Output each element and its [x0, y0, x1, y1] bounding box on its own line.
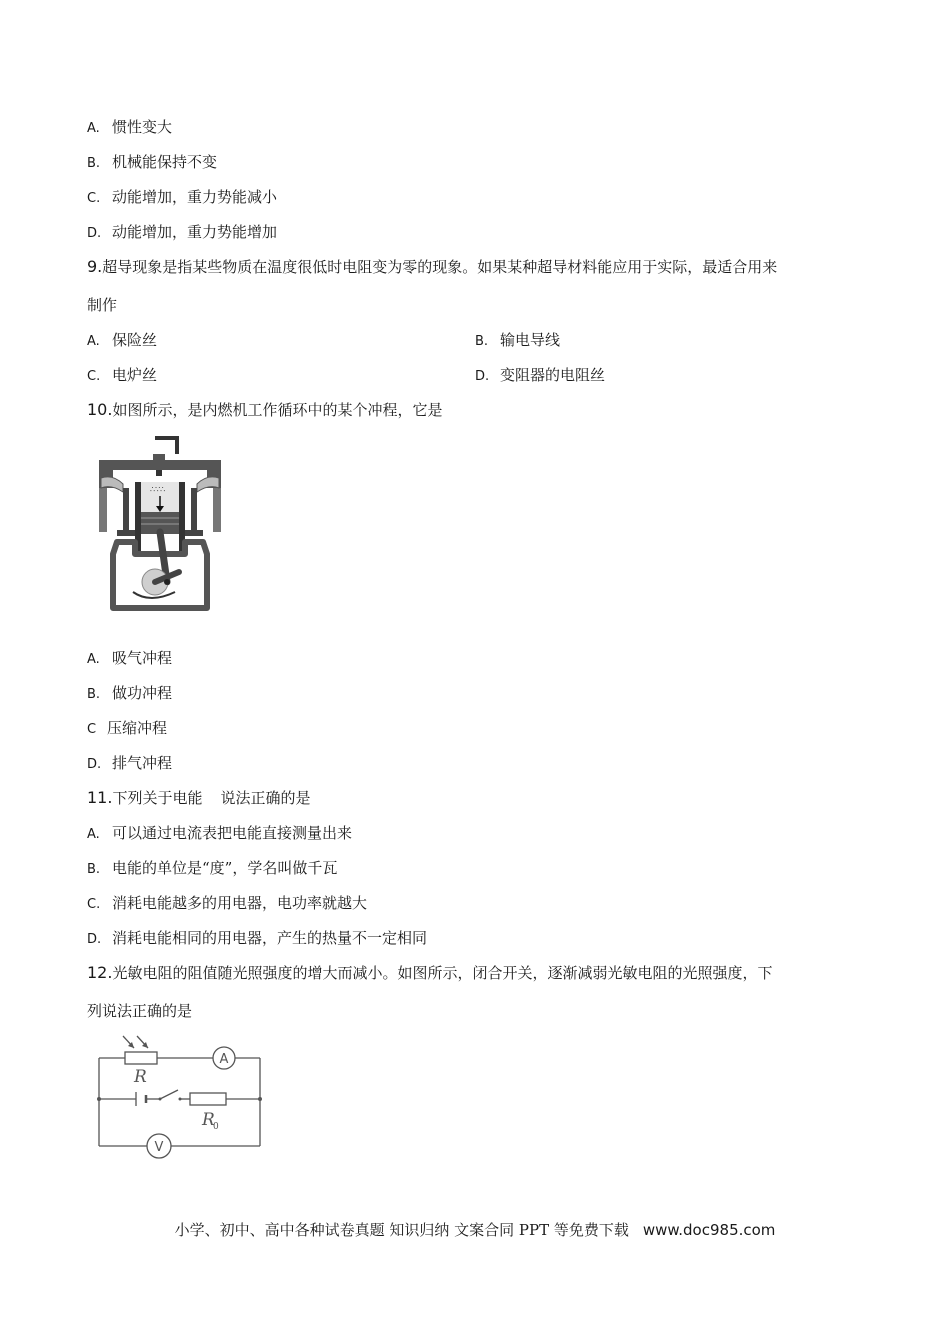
q9-stem: [87, 257, 777, 277]
option-text: 保险丝: [112, 331, 158, 349]
fixed-resistor: [190, 1093, 226, 1105]
circuit-diagram: [92, 1030, 267, 1165]
option-text: 消耗电能相同的用电器，产生的热量不一定相同: [112, 929, 428, 947]
option-letter: D.: [87, 757, 102, 772]
question-number: 11.: [87, 788, 113, 807]
q9-option-d: [475, 365, 605, 387]
option-text: 惯性变大: [112, 118, 173, 136]
footer-text: 小学、初中、高中各种试卷真题 知识归纳 文案合同 PPT 等免费下载: [174, 1221, 629, 1239]
question-stem: 下列关于电能: [112, 789, 203, 807]
question-stem-continued: 制作: [87, 296, 118, 314]
question-stem: 如图所示，是内燃机工作循环中的某个冲程，它是: [112, 401, 443, 419]
question-number: 12.: [87, 963, 113, 982]
question-stem: 超导现象是指某些物质在温度很低时电阻变为零的现象。如果某种超导材料能应用于实际，最适合用来: [102, 258, 778, 276]
option-text: 变阻器的电阻丝: [500, 366, 606, 384]
option-letter: B.: [87, 687, 101, 702]
option-text: 做功冲程: [112, 684, 173, 702]
q8-option-c: [87, 187, 277, 209]
q11-option-d: [87, 928, 427, 950]
option-text: 电炉丝: [112, 366, 158, 384]
option-text: 排气冲程: [112, 754, 173, 772]
option-letter: D.: [475, 369, 490, 384]
q8-option-a: [87, 117, 172, 139]
option-text: 压缩冲程: [107, 719, 168, 737]
option-letter: A.: [87, 652, 100, 667]
option-text: 输电导线: [500, 331, 561, 349]
r-label: R: [134, 1067, 147, 1087]
q8-option-d: [87, 222, 277, 244]
option-text: 消耗电能越多的用电器，电功率就越大: [112, 894, 368, 912]
question-stem-end: 说法正确的是: [220, 789, 311, 807]
q10-option-b: [87, 683, 172, 705]
option-letter: D.: [87, 932, 102, 947]
q11-option-a: [87, 823, 352, 845]
option-letter: D.: [87, 226, 102, 241]
option-letter: C: [87, 722, 97, 737]
option-letter: A.: [87, 121, 100, 136]
question-stem: 光敏电阻的阻值随光照强度的增大而减小。如图所示，闭合开关，逐渐减弱光敏电阻的光照强度，下: [112, 964, 773, 982]
q10-stem: [87, 400, 442, 420]
q9-option-b: [475, 330, 560, 352]
q11-stem: [87, 788, 310, 808]
question-number: 10.: [87, 400, 113, 419]
option-text: 可以通过电流表把电能直接测量出来: [112, 824, 353, 842]
option-letter: B.: [87, 156, 101, 171]
footer-link[interactable]: www.doc985.com: [642, 1221, 776, 1239]
q9-option-a: [87, 330, 157, 352]
option-letter: C.: [87, 369, 101, 384]
r0-label: R: [202, 1110, 215, 1130]
q10-option-c: [87, 718, 167, 740]
q10-option-a: [87, 648, 172, 670]
option-text: 动能增加，重力势能增加: [112, 223, 278, 241]
q12-stem: [87, 963, 772, 983]
photoresistor: [125, 1052, 157, 1064]
option-letter: B.: [475, 334, 489, 349]
option-letter: B.: [87, 862, 101, 877]
voltmeter-label: V: [154, 1140, 164, 1155]
ammeter-label: A: [219, 1052, 229, 1067]
option-letter: C.: [87, 897, 101, 912]
question-number: 9.: [87, 257, 103, 276]
q11-option-c: [87, 893, 367, 915]
q9-stem-cont: [87, 295, 117, 315]
option-text: 动能增加，重力势能减小: [112, 188, 278, 206]
q12-stem-cont: [87, 1001, 192, 1021]
option-text: 吸气冲程: [112, 649, 173, 667]
question-stem-continued: 列说法正确的是: [87, 1002, 193, 1020]
q11-option-b: [87, 858, 337, 880]
option-text: 电能的单位是“度”，学名叫做千瓦: [112, 859, 338, 877]
q10-option-d: [87, 753, 172, 775]
q8-option-b: [87, 152, 217, 174]
option-letter: A.: [87, 334, 100, 349]
option-text: 机械能保持不变: [112, 153, 218, 171]
svg-text:∴∵∴: ∴∵∴: [150, 485, 166, 494]
r0-subscript: 0: [213, 1122, 219, 1132]
option-letter: A.: [87, 827, 100, 842]
page-footer: [0, 1220, 950, 1240]
q9-option-c: [87, 365, 157, 387]
option-letter: C.: [87, 191, 101, 206]
engine-stroke-figure: [95, 432, 225, 614]
